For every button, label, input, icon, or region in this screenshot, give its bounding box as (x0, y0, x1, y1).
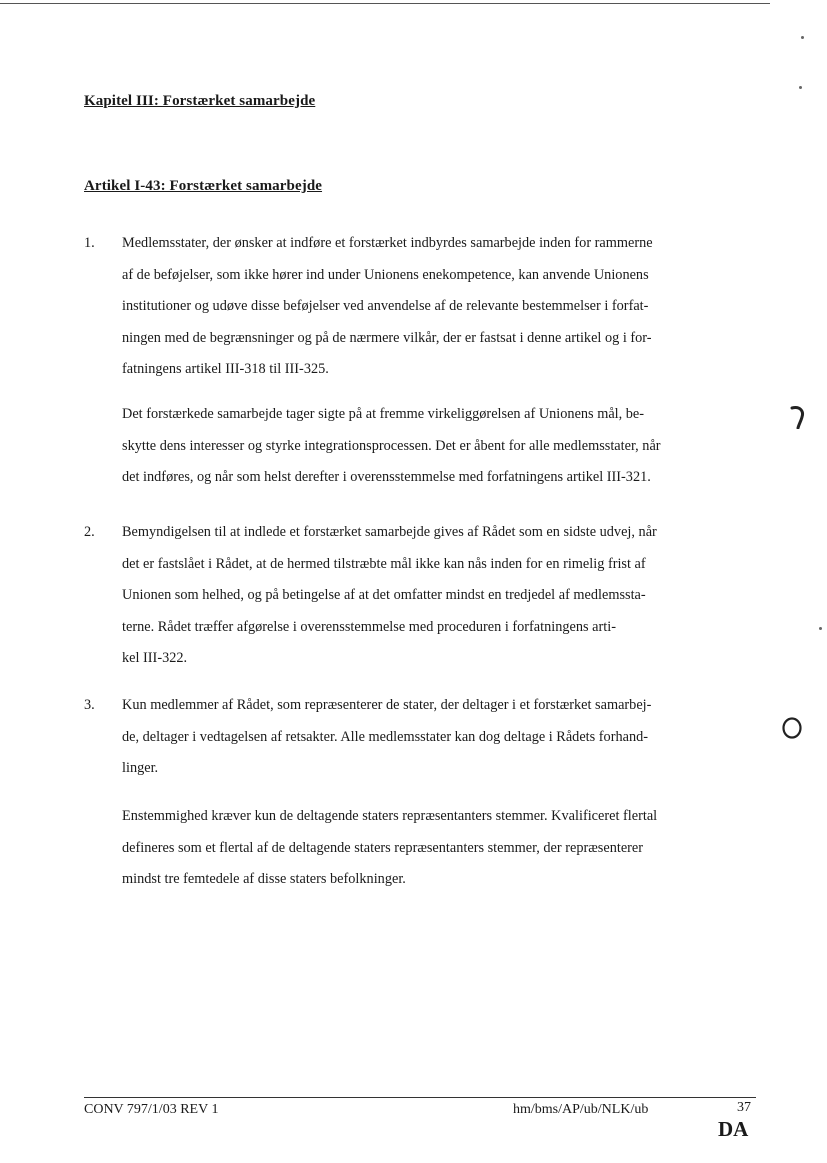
paragraph-number-1: 1. (84, 235, 95, 251)
article-heading: Artikel I-43: Forstærket samarbejde (84, 178, 323, 194)
paragraph-3-continuation: Enstemmighed kræver kun de deltagende staters repræsentanters stemmer. Kvalificeret flertal defineres som et flertal af de deltagende staters repræsentanters stemmer, der repræsenterer mindst tre femtedele af disse staters befolkninger. (122, 808, 658, 887)
chapter-heading: Kapitel III: Forstærket samarbejde (84, 93, 316, 109)
language-code: DA (718, 1117, 749, 1141)
page-number: 37 (737, 1100, 751, 1115)
paragraph-1-continuation: Det forstærkede samarbejde tager sigte på at fremme virkeliggørelsen af Unionens mål, be- skytte dens interesser og styrke integrationsprocessen. Det er åbent for alle medlemsstater, når det indføres, og når som helst derefter i overensstemmelse med forfatningens artikel III-321. (122, 406, 661, 485)
paragraph-2: Bemyndigelsen til at indlede et forstærket samarbejde gives af Rådet som en sidste udvej, når det er fastslået i Rådet, at de hermed tilstræbte mål ikke kan nås inden for en rimelig frist af Unionen som helhed, og på betingelse af at det omfatter mindst en tredjedel af medlemssta- terne. Rådet træffer afgørelse i overensstemmelse med proceduren i forfatningens arti- kel III-322. (122, 524, 657, 666)
scan-speck (799, 86, 802, 89)
paragraph-number-3: 3. (84, 697, 95, 713)
paragraph-1: Medlemsstater, der ønsker at indføre et forstærket indbyrdes samarbejde inden for rammerne af de beføjelser, som ikke hører ind under Unionens enekompetence, kan anvende Unionens institutioner og udøve disse beføjelser ved anvendelse af de relevante bestemmelser i forfat- ningen med de begrænsninger og på de nærmere vilkår, der er fastsat i denne artikel og i for- fatningens artikel III-318 til III-325. (122, 235, 653, 377)
paragraph-3: Kun medlemmer af Rådet, som repræsenterer de stater, der deltager i et forstærket samarbej- de, deltager i vedtagelsen af retsakter. Alle medlemsstater kan dog deltage i Rådets forhand- linger. (122, 697, 652, 776)
scan-speck (819, 627, 822, 630)
punch-hole-circle (781, 716, 803, 740)
document-reference: CONV 797/1/03 REV 1 (84, 1102, 219, 1117)
paragraph-number-2: 2. (84, 524, 95, 540)
punch-hole-mark (790, 405, 806, 429)
top-rule (0, 3, 770, 4)
footer-rule (84, 1097, 756, 1098)
scan-speck (801, 36, 804, 39)
document-code: hm/bms/AP/ub/NLK/ub (513, 1102, 649, 1117)
